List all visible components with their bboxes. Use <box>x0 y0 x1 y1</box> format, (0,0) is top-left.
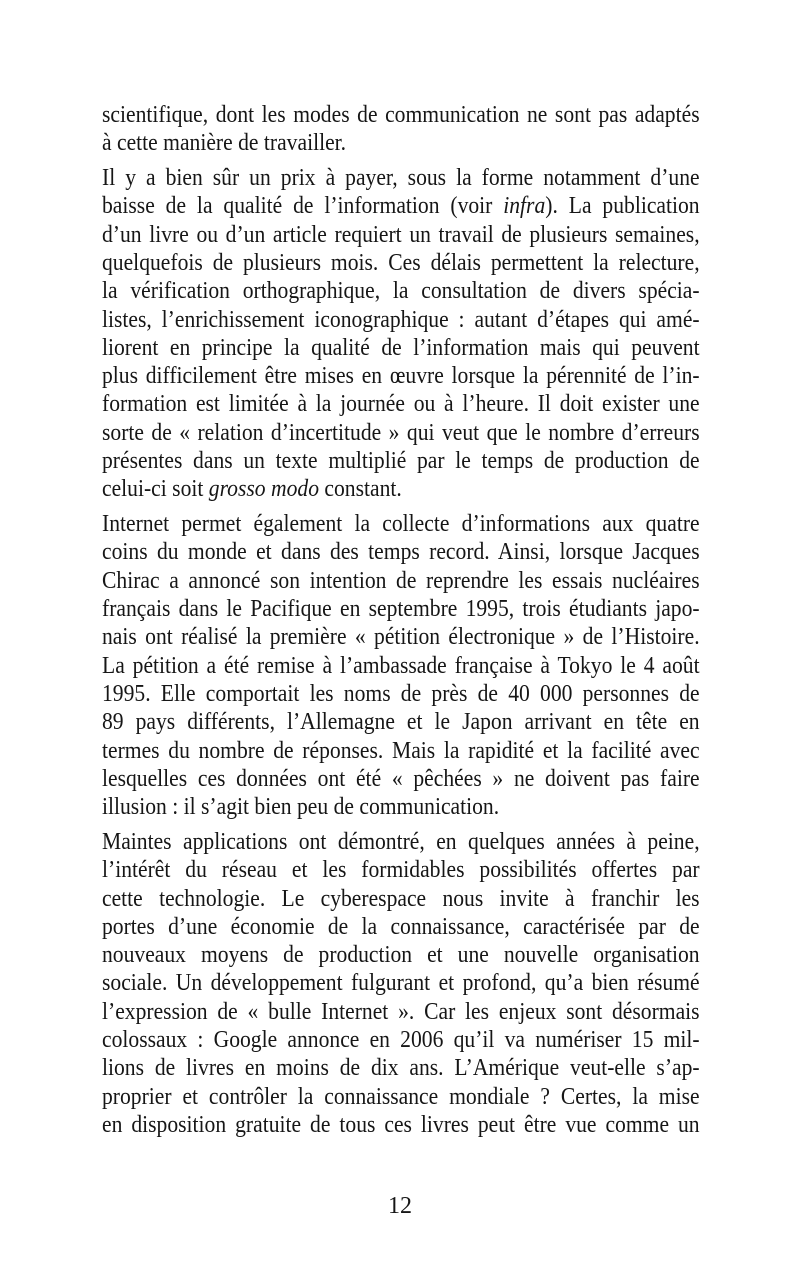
page-body-text <box>102 101 700 1146</box>
text-line: lions de livres en moins de dix ans. L’Amérique veut-elle s’ap- <box>102 1055 700 1082</box>
text-line: liorent en principe la qualité de l’information mais qui peuvent <box>102 334 700 361</box>
text-line: l’expression de « bulle Internet ». Car les enjeux sont désormais <box>102 998 700 1025</box>
text-segment: celui-ci soit <box>102 476 209 503</box>
text-line: présentes dans un texte multiplié par le temps de production de <box>102 448 700 475</box>
text-line: la vérification orthographique, la consultation de divers spécia- <box>102 278 700 305</box>
text-line: lesquelles ces données ont été « pêchées » ne doivent pas faire <box>102 765 700 792</box>
text-segment: constant. <box>318 476 402 503</box>
text-line: plus difficilement être mises en œuvre lorsque la pérennité de l’in- <box>102 363 700 390</box>
paragraph <box>102 101 700 158</box>
text-line: colossaux : Google annonce en 2006 qu’il va numériser 15 mil- <box>102 1027 700 1053</box>
text-line: Maintes applications ont démontré, en quelques années à peine, <box>102 828 700 855</box>
text-line: quelquefois de plusieurs mois. Ces délais permettent la relecture, <box>102 249 700 276</box>
paragraph <box>102 828 700 1139</box>
text-line <box>102 192 700 220</box>
text-segment: baisse de la qualité de l’information (voir <box>102 193 504 220</box>
text-line: français dans le Pacifique en septembre 1995, trois étudiants japo- <box>102 596 700 623</box>
text-line: Il y a bien sûr un prix à payer, sous la forme notamment d’une <box>102 165 700 192</box>
text-line: nouveaux moyens de production et une nouvelle organisation <box>102 942 700 969</box>
text-line: à cette manière de travailler. <box>102 130 347 157</box>
page-number: 12 <box>388 1193 412 1219</box>
paragraph <box>102 510 700 821</box>
text-line: nais ont réalisé la première « pétition électronique » de l’Histoire. <box>102 624 700 651</box>
italic-text: infra <box>503 193 546 220</box>
text-line: listes, l’enrichissement iconographique : autant d’étapes qui amé- <box>102 306 700 333</box>
text-line: 89 pays différents, l’Allemagne et le Japon arrivant en tête en <box>102 709 700 736</box>
text-line: proprier et contrôler la connaissance mondiale ? Certes, la mise <box>102 1083 700 1110</box>
text-line: coins du monde et dans des temps record. Ainsi, lorsque Jacques <box>102 539 700 566</box>
text-line: scientifique, dont les modes de communication ne sont pas adaptés <box>102 102 700 128</box>
text-line: illusion : il s’agit bien peu de communication. <box>102 794 500 821</box>
italic-text: grosso modo <box>208 476 319 503</box>
text-line: sorte de « relation d’incertitude » qui veut que le nombre d’erreurs <box>102 419 700 446</box>
text-line: sociale. Un développement fulgurant et profond, qu’a bien résumé <box>102 970 700 997</box>
text-line: La pétition a été remise à l’ambassade française à Tokyo le 4 août <box>102 652 700 679</box>
text-line: Chirac a annoncé son intention de reprendre les essais nucléaires <box>102 567 700 594</box>
text-segment: ). La publication <box>545 193 700 220</box>
text-line: portes d’une économie de la connaissance, caractérisée par de <box>102 913 700 940</box>
text-line: l’intérêt du réseau et les formidables possibilités offertes par <box>102 857 700 884</box>
text-line: en disposition gratuite de tous ces livres peut être vue comme un <box>102 1111 700 1138</box>
text-line: 1995. Elle comportait les noms de près de 40 000 personnes de <box>102 680 700 707</box>
text-line: cette technologie. Le cyberespace nous invite à franchir les <box>102 885 700 912</box>
text-line: d’un livre ou d’un article requiert un travail de plusieurs semaines, <box>102 221 700 248</box>
text-line: termes du nombre de réponses. Mais la rapidité et la facilité avec <box>102 737 700 764</box>
text-line: formation est limitée à la journée ou à l’heure. Il doit exister une <box>102 391 700 418</box>
paragraph <box>102 164 700 504</box>
text-line: Internet permet également la collecte d’informations aux quatre <box>102 511 700 538</box>
text-line <box>102 475 700 503</box>
